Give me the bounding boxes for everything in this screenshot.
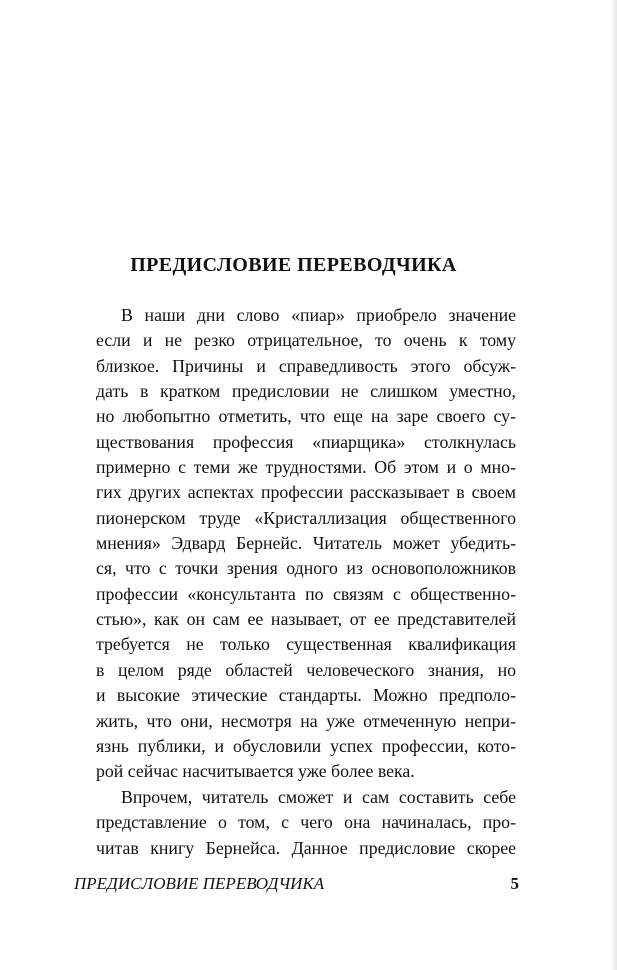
text-line: если и не резко отрицательное, то очень к тому [96,330,516,351]
page-number: 5 [510,874,519,893]
text-line: ществования профессия «пиарщика» столкнулась [96,431,516,452]
text-line: рой сейчас насчитывается уже более века. [96,761,415,782]
paragraph-2 [96,785,516,861]
page-edge-shadow [611,0,617,970]
text-line: близкое. Причины и справедливость этого обсуж- [96,355,516,376]
text-line: ся, что с точки зрения одного из основоположников [96,558,516,579]
text-line: требуется не только существенная квалификация [96,634,516,655]
running-head: ПРЕДИСЛОВИЕ ПЕРЕВОДЧИКА [74,874,325,893]
text-line: стью», как он сам ее называет, от ее представителей [96,609,516,630]
text-line: в целом ряде областей человеческого знания, но [96,659,516,680]
text-line: гих других аспектах профессии рассказывает в своем [96,482,516,503]
text-line: читав книгу Бернейса. Данное предисловие скорее [96,837,516,858]
text-line: дать в кратком предисловии не слишком уместно, [96,381,516,402]
text-line: В наши дни слово «пиар» приобрело значение [121,305,516,325]
text-line: и высокие этические стандарты. Можно предполо- [96,685,516,706]
paragraph-1 [96,303,516,785]
chapter-title: ПРЕДИСЛОВИЕ ПЕРЕВОДЧИКА [130,254,457,276]
text-line: жить, что они, несмотря на уже отмеченную непри- [96,710,516,731]
text-line: но любопытно отметить, что еще на заре своего су- [96,406,516,427]
page-footer [74,873,519,895]
text-line: профессии «консультанта по связям с общественно- [96,583,516,604]
text-line: пионерском труде «Кристаллизация общественного [96,507,516,528]
text-line: примерно с теми же трудностями. Об этом и о мно- [96,457,516,478]
text-line: мнения» Эдвард Бернейс. Читатель может убедить- [96,533,516,554]
text-line: представление о том, с чего она начиналась, про- [96,812,516,833]
text-line: язнь публики, и обусловили успех профессии, кото- [96,735,516,756]
text-line: Впрочем, читатель сможет и сам составить себе [121,787,516,807]
